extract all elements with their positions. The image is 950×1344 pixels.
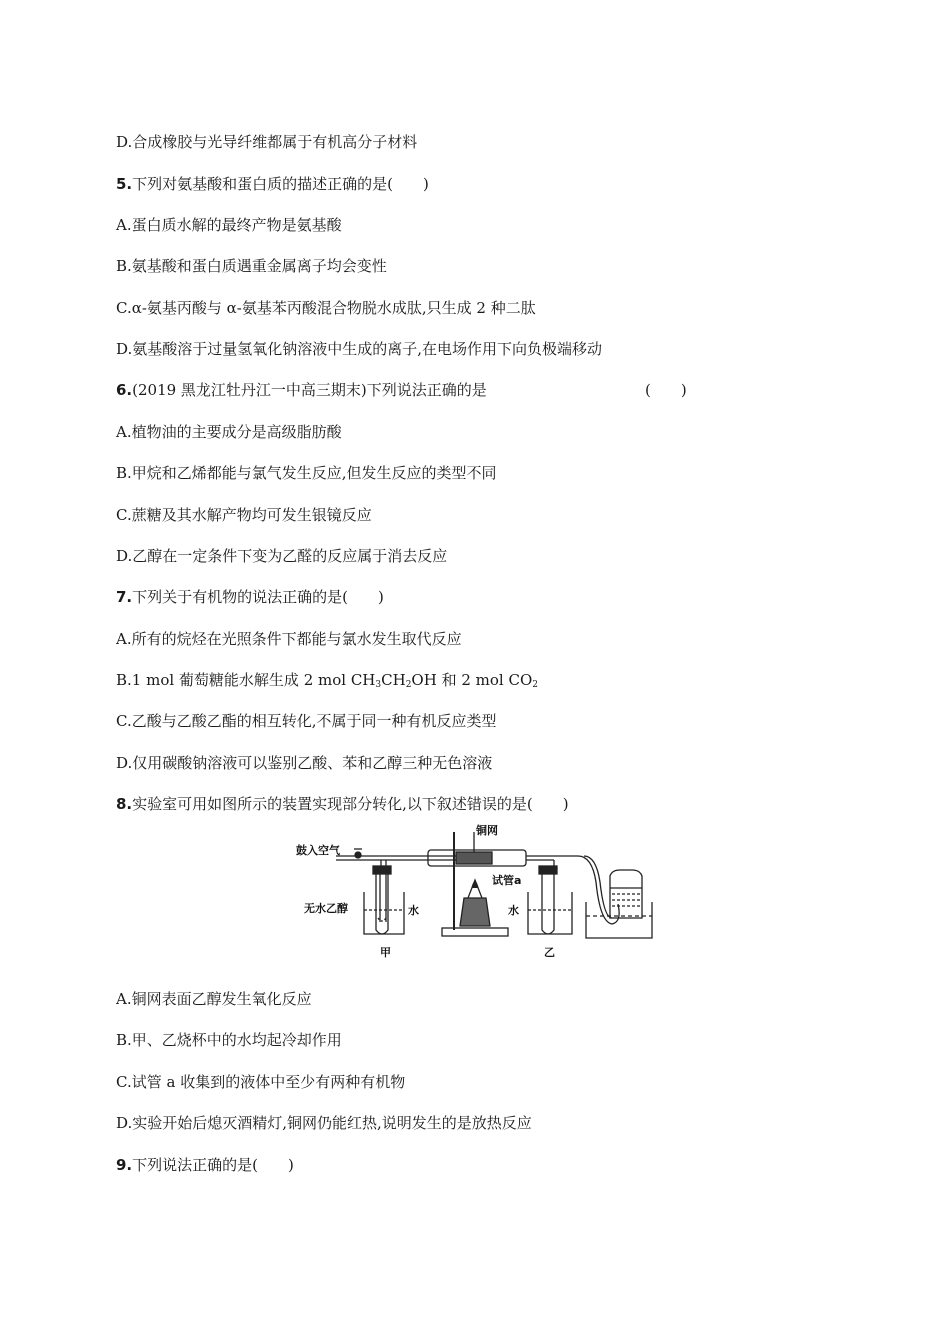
option-d: D.乙醇在一定条件下变为乙醛的反应属于消去反应 — [116, 547, 448, 565]
label-water-left: 水 — [408, 904, 419, 917]
beaker-yi — [528, 892, 572, 934]
question-text: 实验室可用如图所示的装置实现部分转化,以下叙述错误的是( ) — [132, 795, 569, 813]
option-a: A.所有的烷烃在光照条件下都能与氯水发生取代反应 — [116, 630, 462, 648]
gas-tube — [578, 856, 619, 924]
option-c: C.乙酸与乙酸乙酯的相互转化,不属于同一种有机反应类型 — [116, 712, 497, 730]
option-c: C.试管 a 收集到的液体中至少有两种有机物 — [116, 1073, 406, 1091]
option-d: D.实验开始后熄灭酒精灯,铜网仍能红热,说明发生的是放热反应 — [116, 1114, 532, 1132]
option-a: A.铜网表面乙醇发生氧化反应 — [116, 990, 312, 1008]
alcohol-lamp — [460, 898, 490, 926]
question-5 — [116, 174, 429, 194]
question-number: 6. — [116, 381, 133, 399]
subscript: 2 — [405, 680, 412, 690]
option-a: A.植物油的主要成分是高级脂肪酸 — [116, 423, 342, 441]
stopper-left — [373, 866, 391, 874]
copper-mesh — [456, 852, 492, 864]
label-ethanol: 无水乙醇 — [304, 902, 348, 915]
option-text: CH — [381, 671, 406, 689]
option-a: A.蛋白质水解的最终产物是氨基酸 — [116, 216, 342, 234]
option-text: OH 和 2 mol CO — [411, 671, 533, 689]
test-tube-a — [542, 870, 554, 934]
question-text: 下列对氨基酸和蛋白质的描述正确的是( ) — [132, 175, 429, 193]
option-b: B.甲、乙烧杯中的水均起冷却作用 — [116, 1031, 342, 1049]
subscript: 2 — [532, 680, 538, 690]
question-number: 7. — [116, 588, 133, 606]
option-d: D.氨基酸溶于过量氢氧化钠溶液中生成的离子,在电场作用下向负极端移动 — [116, 340, 603, 358]
beaker-jia — [364, 892, 404, 934]
question-9 — [116, 1155, 294, 1175]
option-d-q4: D.合成橡胶与光导纤维都属于有机高分子材料 — [116, 133, 418, 151]
question-number: 8. — [116, 795, 133, 813]
option-d: D.仅用碳酸钠溶液可以鉴别乙酸、苯和乙醇三种无色溶液 — [116, 754, 493, 772]
answer-paren: ( ) — [645, 381, 687, 399]
question-7 — [116, 587, 384, 607]
option-b: B.甲烷和乙烯都能与氯气发生反应,但发生反应的类型不同 — [116, 464, 497, 482]
question-number: 5. — [116, 175, 133, 193]
question-text: 下列说法正确的是( ) — [132, 1156, 294, 1174]
option-c: C.蔗糖及其水解产物均可发生银镜反应 — [116, 506, 372, 524]
label-water-right: 水 — [508, 904, 519, 917]
question-text: 下列关于有机物的说法正确的是( ) — [132, 588, 384, 606]
stand-base — [442, 928, 508, 936]
option-text: B.1 mol 葡萄糖能水解生成 2 mol CH — [116, 671, 376, 689]
label-tube-a: 试管a — [492, 874, 522, 887]
subscript: 3 — [375, 680, 382, 690]
option-b: B.氨基酸和蛋白质遇重金属离子均会变性 — [116, 257, 387, 275]
label-yi: 乙 — [544, 946, 555, 959]
label-air: 鼓入空气 — [296, 844, 340, 857]
label-copper: 铜网 — [476, 824, 498, 837]
option-c: C.α-氨基丙酸与 α-氨基苯丙酸混合物脱水成肽,只生成 2 种二肽 — [116, 299, 536, 317]
clamp-icon — [355, 852, 361, 858]
question-8 — [116, 794, 569, 814]
label-jia: 甲 — [380, 946, 391, 959]
question-number: 9. — [116, 1156, 133, 1174]
apparatus-figure — [296, 822, 668, 962]
question-text: (2019 黑龙江牡丹江一中高三期末)下列说法正确的是 — [132, 381, 487, 399]
option-b — [116, 670, 538, 695]
question-6 — [116, 380, 716, 400]
